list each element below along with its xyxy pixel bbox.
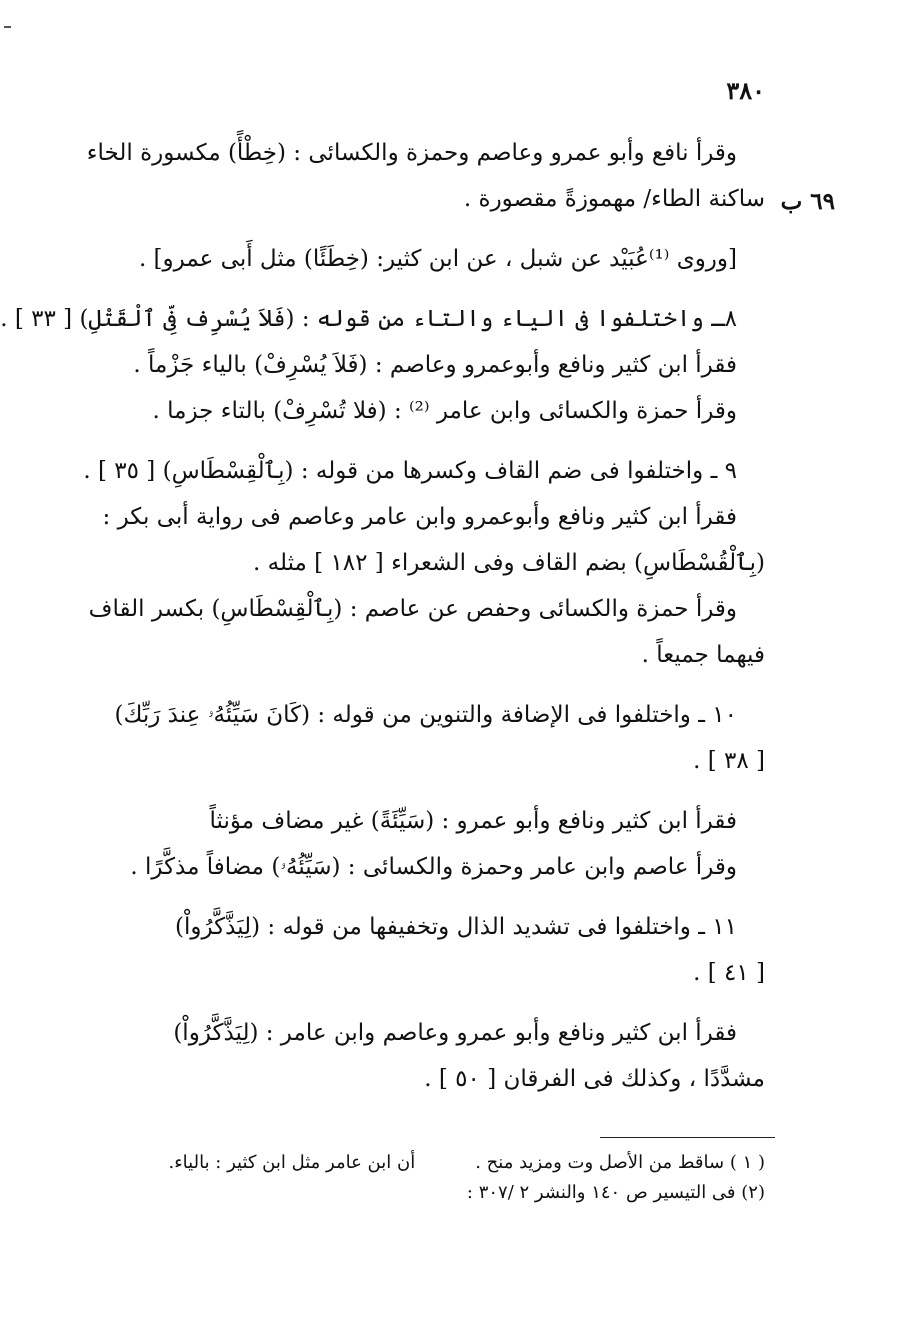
text-line: ساكنة الطاء/ مهموزةً مقصورة . — [463, 186, 765, 212]
section-heading-8: ٨ـ واختلفوا فى الياء والتاء من قوله : (فَلاَ يُسْرِف فِّى ٱلْقَتْلِ) [ ٣٣ ] . — [0, 306, 737, 332]
section-heading-11: ١١ ـ واختلفوا فى تشديد الذال وتخفيفها من قوله : (لِيَذَّكَّرُواْ) — [174, 914, 737, 940]
text-line: فقرأ ابن كثير ونافع وأبو عمرو : (سَيِّئَةً) غير مضاف مؤنثاً — [209, 808, 737, 834]
page-number: ٣٨٠ — [726, 76, 765, 105]
text-line: [وروى ⁽¹⁾عُبَيْد عن شبل ، عن ابن كثير: (خِطَئًا) مثل أَبى عمرو] . — [138, 246, 737, 272]
main-text — [0, 130, 765, 1102]
text-line: [ ٤١ ] . — [693, 960, 765, 986]
text-line: وقرأ حمزة والكسائى وحفص عن عاصم : (بِٱلْقِسْطَاسِ) بكسر القاف — [88, 596, 737, 622]
footnotes — [108, 1148, 765, 1208]
text-line: فقرأ ابن كثير ونافع وأبو عمرو وعاصم وابن عامر : (لِيَذَّكَّرُواْ) — [173, 1020, 737, 1046]
text-line: فقرأ ابن كثير ونافع وأبوعمرو وعاصم : (فَلاَ يُسْرِفْ) بالياء جَزْماً . — [133, 352, 737, 378]
text-line: وقرأ نافع وأبو عمرو وعاصم وحمزة والكسائى : (خِطْأً) مكسورة الخاء — [86, 140, 737, 166]
footnote-2-text: (٢) فى التيسير ص ١٤٠ والنشر ٢ /٣٠٧ : — [466, 1182, 765, 1203]
text-line: وقرأ عاصم وابن عامر وحمزة والكسائى : (سَيِّئُهُۥ) مضافاً مذكَّرًا . — [130, 854, 737, 880]
section-heading-9: ٩ ـ واختلفوا فى ضم القاف وكسرها من قوله : (بِٱلْقِسْطَاسِ) [ ٣٥ ] . — [83, 458, 737, 484]
text-line: مشدَّدًا ، وكذلك فى الفرقان [ ٥٠ ] . — [424, 1066, 765, 1092]
section-heading-10: ١٠ ـ واختلفوا فى الإضافة والتنوين من قوله : (كَانَ سَيِّئُهُۥ عِندَ رَبِّكَ) — [114, 702, 737, 728]
footnote-1 — [108, 1148, 765, 1178]
text-line: فقرأ ابن كثير ونافع وأبوعمرو وابن عامر وعاصم فى رواية أبى بكر : — [102, 504, 737, 530]
text-line: [ ٣٨ ] . — [693, 748, 765, 774]
footnote-divider — [600, 1137, 775, 1138]
text-line: (بِٱلْقُسْطَاسِ) بضم القاف وفى الشعراء [ ١٨٢ ] مثله . — [253, 550, 765, 576]
footnote-1-continuation: أن ابن عامر مثل ابن كثير : بالياء. — [168, 1152, 416, 1173]
text-line: فيهما جميعاً . — [641, 642, 765, 668]
margin-folio-note: ٦٩ ب — [780, 188, 835, 215]
text-line: وقرأ حمزة والكسائى وابن عامر ⁽²⁾ : (فلا تُسْرِفْ) بالتاء جزما . — [152, 398, 737, 424]
footnote-2 — [108, 1178, 765, 1208]
scan-mark — [4, 26, 11, 28]
footnote-1-text: ( ١ ) ساقط من الأصل وت ومزيد منح . — [475, 1152, 765, 1173]
